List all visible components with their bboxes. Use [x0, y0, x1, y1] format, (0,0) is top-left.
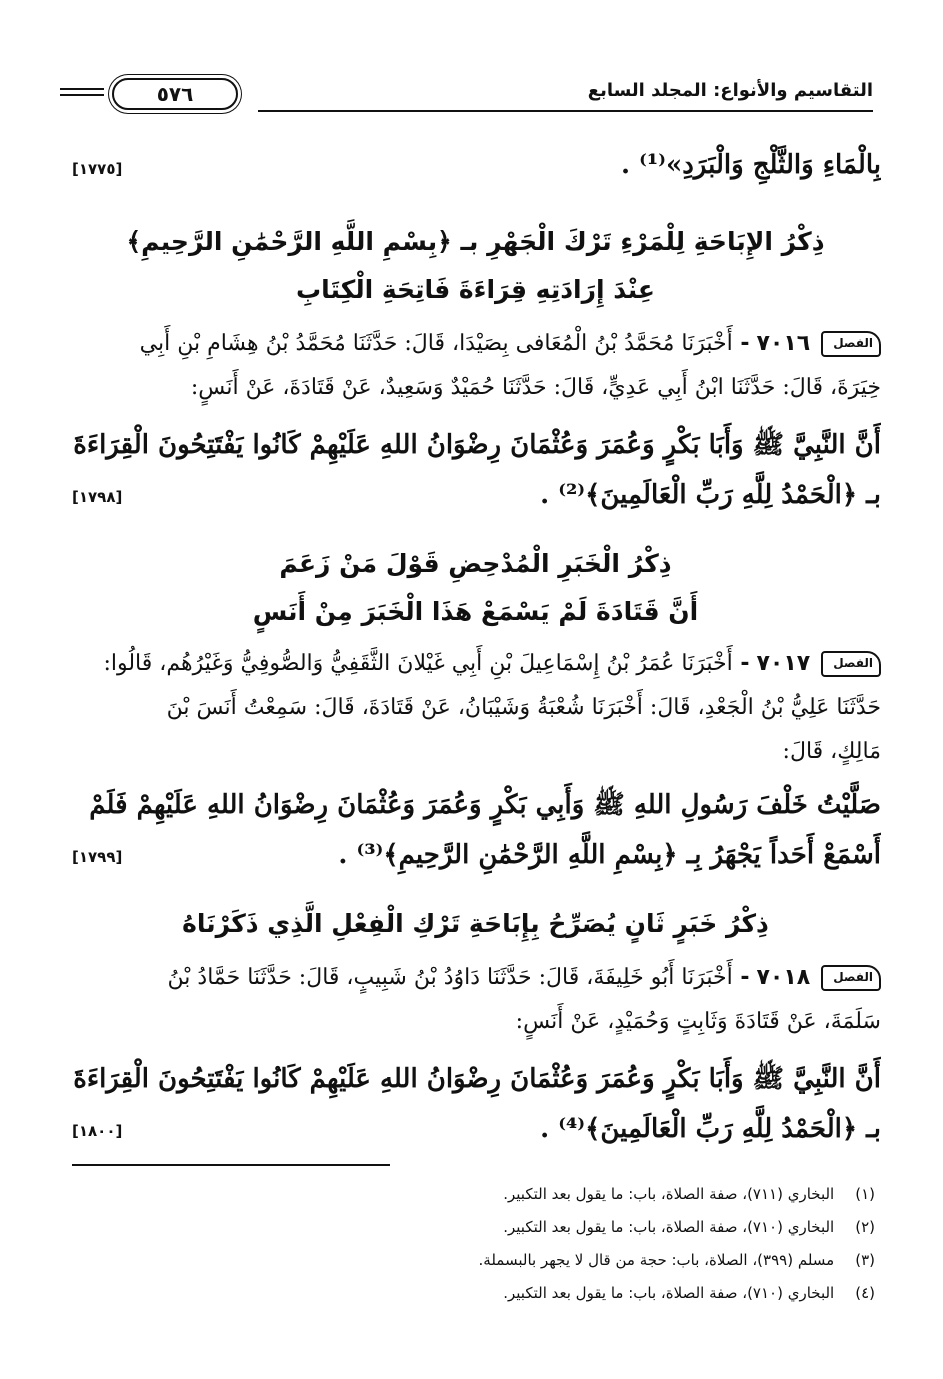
section-heading: [70, 540, 881, 636]
isnad-text: أَخْبَرَنَا أَبُو خَلِيفَةَ، قَالَ: حَدَّثَنَا دَاوُدُ بْنُ شَبِيبٍ، قَالَ: حَدَّثَنَا حَمَّادُ بْنُ: [167, 965, 733, 990]
isnad-text: أَخْبَرَنَا مُحَمَّدُ بْنُ الْمُعَافى بِصَيْدَا، قَالَ: حَدَّثَنَا مُحَمَّدُ بْنُ هِشَامِ بْنِ أَبِي: [139, 331, 733, 356]
footnote-number: (٣): [855, 1251, 875, 1269]
section-heading: [70, 218, 881, 314]
matn-line: أَنَّ النَّبِيَّ ﷺ وَأَبَا بَكْرٍ وَعُمَرَ وَعُثْمَانَ رِضْوَانُ اللهِ عَلَيْهِمْ كَانُوا يَفْتَتِحُونَ الْقِرَاءَةَ: [73, 430, 881, 460]
header-ornament: [60, 88, 104, 96]
hadith-isnad: [70, 322, 881, 410]
continuation-block: [70, 140, 881, 190]
isnad-text: أَخْبَرَنَا عُمَرُ بْنُ إِسْمَاعِيلَ بْنِ أَبِي غَيْلانَ الثَّقَفِيُّ وَالصُّوفِيُّ وَغَيْرُهُم، قَالُوا:: [103, 651, 733, 676]
hadith-ref: [١٨٠٠]: [72, 1122, 123, 1140]
footnote-rule: [72, 1164, 390, 1166]
continuation-line: بِالْمَاءِ وَالثَّلْجِ وَالْبَرَدِ»⁽¹⁾ .: [620, 150, 881, 180]
isnad-line: الفصل ٧٠١٧ - أَخْبَرَنَا عُمَرُ بْنُ إِسْمَاعِيلَ بْنِ أَبِي غَيْلانَ الثَّقَفِيُّ وَالصُّوفِيُّ وَغَيْرُهُم، قَالُوا:: [70, 642, 881, 686]
hadith-ref: [١٧٩٩]: [72, 848, 123, 866]
footnote-text: البخاري (٧١٠)، صفة الصلاة، باب: ما يقول بعد التكبير.: [503, 1284, 835, 1302]
heading-line: ذِكْرُ الإِبَاحَةِ لِلْمَرْءِ تَرْكَ الْجَهْرِ بـ ﴿بِسْمِ اللَّهِ الرَّحْمَٰنِ الرَّحِيمِ﴾: [126, 227, 825, 256]
isnad-line: سَلَمَةَ، عَنْ قَتَادَةَ وَثَابِتٍ وَحُمَيْدٍ، عَنْ أَنَسٍ:: [515, 1009, 881, 1034]
fasl-badge: الفصل: [821, 965, 881, 991]
hadith-isnad: [70, 642, 881, 774]
isnad-line: الفصل ٧٠١٦ - أَخْبَرَنَا مُحَمَّدُ بْنُ الْمُعَافى بِصَيْدَا، قَالَ: حَدَّثَنَا مُحَمَّدُ بْنُ هِشَامِ بْنِ أَبِي: [70, 322, 881, 366]
isnad-line: حَدَّثَنَا عَلِيُّ بْنُ الْجَعْدِ، قَالَ: أَخْبَرَنَا شُعْبَةُ وَشَيْبَانُ، عَنْ قَتَادَةَ، قَالَ: سَمِعْتُ أَنَسَ بْنَ: [166, 695, 881, 720]
hadith-ref: [١٧٩٨]: [72, 488, 123, 506]
fasl-badge: الفصل: [821, 651, 881, 677]
matn-line: بـ ﴿الْحَمْدُ لِلَّهِ رَبِّ الْعَالَمِينَ﴾⁽²⁾ .: [540, 480, 881, 510]
heading-line: ذِكْرُ الْخَبَرِ الْمُدْحِضِ قَوْلَ مَنْ زَعَمَ: [279, 549, 672, 578]
isnad-line: خِيَرَةَ، قَالَ: حَدَّثَنَا ابْنُ أَبِي عَدِيٍّ، قَالَ: حَدَّثَنَا حُمَيْدٌ وَسَعِيدٌ، عَنْ قَتَادَةَ، عَنْ أَنَسٍ:: [190, 375, 881, 400]
footnote: [72, 1178, 875, 1211]
footnote-text: مسلم (٣٩٩)، الصلاة، باب: حجة من قال لا يجهر بالبسملة.: [478, 1251, 835, 1269]
matn-line: صَلَّيْتُ خَلْفَ رَسُولِ اللهِ ﷺ وَأَبِي بَكْرٍ وَعُمَرَ وَعُثْمَانَ رِضْوَانُ اللهِ عَلَيْهِمْ فَلَمْ: [89, 790, 881, 820]
footnote-number: (١): [855, 1185, 875, 1203]
footnote-number: (٤): [855, 1284, 875, 1302]
hadith-number: ٧٠١٨: [756, 965, 811, 990]
hadith-ref: [١٧٧٥]: [72, 160, 123, 178]
heading-line: عِنْدَ إِرَادَتِهِ قِرَاءَةَ فَاتِحَةِ الْكِتَابِ: [295, 275, 655, 304]
hadith-matn: [70, 780, 881, 880]
isnad-line: الفصل ٧٠١٨ - أَخْبَرَنَا أَبُو خَلِيفَةَ، قَالَ: حَدَّثَنَا دَاوُدُ بْنُ شَبِيبٍ، قَالَ: حَدَّثَنَا حَمَّادُ بْنُ: [70, 956, 881, 1000]
hadith-number: ٧٠١٦: [756, 331, 811, 356]
matn-line: أَسْمَعْ أَحَداً يَجْهَرُ بِـ ﴿بِسْمِ اللَّهِ الرَّحْمَٰنِ الرَّحِيمِ﴾⁽³⁾ .: [338, 840, 881, 870]
page-number: ٥٧٦: [112, 78, 238, 110]
footnote: [72, 1244, 875, 1277]
matn-line: أَنَّ النَّبِيَّ ﷺ وَأَبَا بَكْرٍ وَعُمَرَ وَعُثْمَانَ رِضْوَانُ اللهِ عَلَيْهِمْ كَانُوا يَفْتَتِحُونَ الْقِرَاءَةَ: [73, 1064, 881, 1094]
hadith-number: ٧٠١٧: [756, 651, 811, 676]
heading-line: أَنَّ قَتَادَةَ لَمْ يَسْمَعْ هَذَا الْخَبَرَ مِنْ أَنَسٍ: [252, 597, 699, 626]
footnote-number: (٢): [855, 1218, 875, 1236]
header-rule: [258, 110, 873, 112]
page-header: [60, 78, 873, 112]
footnote-text: البخاري (٧١٠)، صفة الصلاة، باب: ما يقول بعد التكبير.: [503, 1218, 835, 1236]
hadith-matn: [70, 1054, 881, 1154]
footnote: [72, 1277, 875, 1310]
fasl-badge: الفصل: [821, 331, 881, 357]
hadith-matn: [70, 420, 881, 520]
footnote-text: البخاري (٧١١)، صفة الصلاة، باب: ما يقول بعد التكبير.: [503, 1185, 835, 1203]
running-head: التقاسيم والأنواع: المجلد السابع: [587, 80, 873, 101]
hadith-isnad: [70, 956, 881, 1044]
matn-line: بـ ﴿الْحَمْدُ لِلَّهِ رَبِّ الْعَالَمِينَ﴾⁽⁴⁾ .: [540, 1114, 881, 1144]
section-heading: [70, 900, 881, 948]
footnote: [72, 1211, 875, 1244]
isnad-line: مَالِكٍ، قَالَ:: [782, 739, 881, 764]
footnotes: [72, 1178, 875, 1310]
heading-line: ذِكْرُ خَبَرٍ ثَانٍ يُصَرِّحُ بِإِبَاحَةِ تَرْكِ الْفِعْلِ الَّذِي ذَكَرْنَاهُ: [182, 909, 769, 938]
